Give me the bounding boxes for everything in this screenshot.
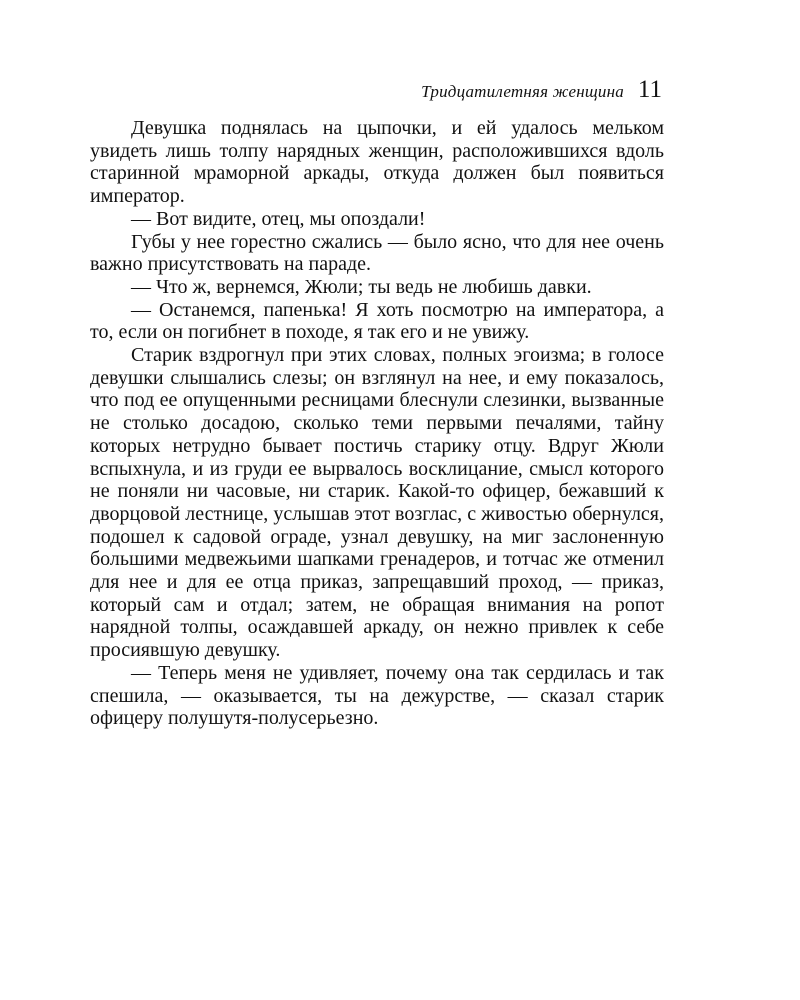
paragraph: Губы у нее горестно сжались — было ясно, что для нее очень важно присутствовать на параде.	[90, 230, 664, 276]
paragraph: — Теперь меня не удивляет, почему она так сердилась и так спешила, — оказывается, ты на дежурстве, — сказал старик офицеру полушутя-полусерьезно.	[90, 661, 664, 730]
body-text	[90, 117, 664, 730]
paragraph: Девушка поднялась на цыпочки, и ей удалось мельком увидеть лишь толпу нарядных женщин, расположившихся вдоль старинной мраморной аркады, откуда должен был появиться император.	[90, 117, 664, 208]
page-number: 11	[637, 76, 662, 103]
paragraph: Старик вздрогнул при этих словах, полных эгоизма; в голосе девушки слышались слезы; он взглянул на нее, и ему показалось, что под ее опущенными ресницами блеснули слезинки, вызванные не столько досадою, сколько теми первыми печалями, тайну которых нетрудно бывает постичь старику отцу. Вдруг Жюли вспыхнула, и из груди ее вырвалось восклицание, смысл которого не поняли ни часовые, ни старик. Какой-то офицер, бежавший к дворцовой лестнице, услышав этот возглас, с живостью обернулся, подошел к садовой ограде, узнал девушку, на миг заслоненную большими медвежьими шапками гренадеров, и тотчас же отменил для нее и для ее отца приказ, запрещавший проход, — приказ, который сам и отдал; затем, не обращая внимания на ропот нарядной толпы, осаждавшей аркаду, он нежно привлек к себе просиявшую девушку.	[90, 344, 664, 662]
paragraph: — Что ж, вернемся, Жюли; ты ведь не любишь давки.	[131, 275, 592, 298]
running-title: Тридцатилетняя женщина	[421, 82, 624, 101]
running-head	[421, 76, 662, 104]
paragraph: — Останемся, папенька! Я хоть посмотрю на императора, а то, если он погибнет в походе, я так его и не увижу.	[90, 298, 664, 344]
paragraph: — Вот видите, отец, мы опоздали!	[131, 207, 426, 230]
